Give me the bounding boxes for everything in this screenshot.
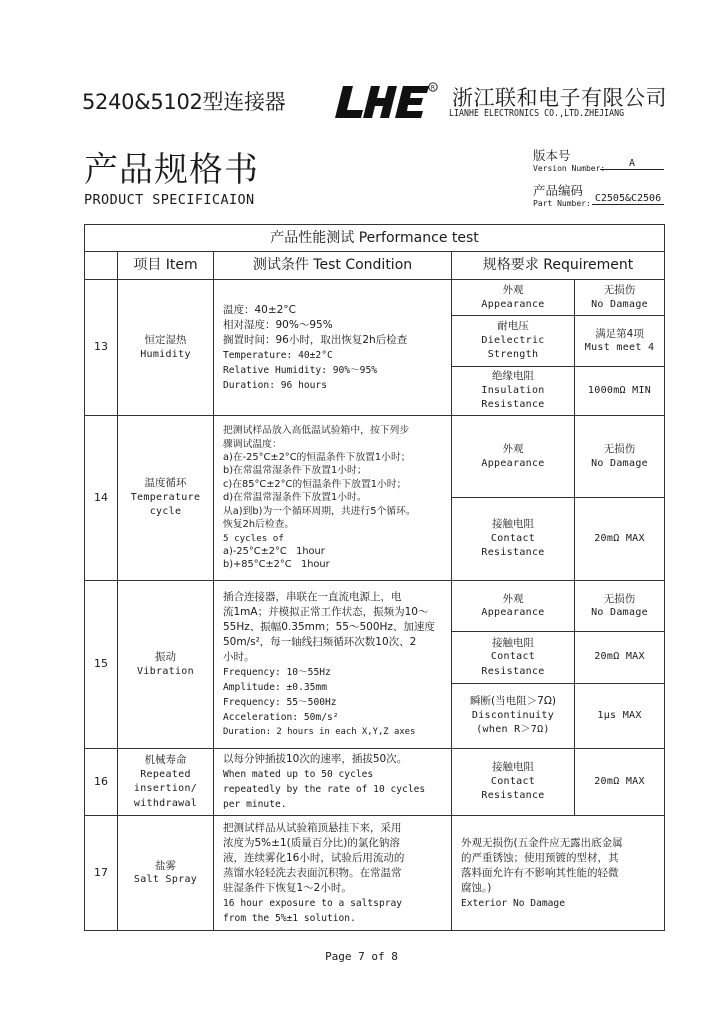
condition-line: Frequency: 10～55Hz [223, 666, 331, 678]
item-name-en: Repeated [140, 768, 191, 780]
page-number: Page 7 of 8 [325, 950, 398, 963]
condition-line: 55Hz、振幅0.35mm；55～500Hz、加速度 [223, 620, 435, 633]
column-header-item: 项目 Item [118, 252, 214, 280]
condition-line: 把测试样品从试验箱顶悬挂下来，采用 [223, 821, 402, 834]
requirement-name-en: (when R＞7Ω) [476, 724, 550, 736]
item-name-en: Humidity [140, 348, 191, 360]
condition-line: Duration: 96 hours [223, 379, 327, 391]
item-name-cn: 机械寿命 [144, 754, 187, 766]
requirement-name-en: Contact [490, 651, 536, 663]
condition-line: 5 cycles of [223, 532, 284, 544]
condition-cell [214, 749, 452, 816]
condition-line: Duration: 2 hours in each X,Y,Z axes [223, 726, 416, 737]
requirement-line: Exterior No Damage [461, 897, 565, 909]
condition-cell [214, 416, 452, 581]
requirement-value [575, 632, 665, 684]
requirement-name [452, 280, 575, 316]
requirement-name-cn: 接触电阻 [492, 518, 534, 531]
requirement-name-cn: 外观 [502, 443, 524, 455]
row-number: 15 [85, 581, 118, 749]
column-header-condition: 测试条件 Test Condition [214, 252, 452, 280]
condition-line: Acceleration: 50m/s² [223, 711, 339, 723]
requirement-name-en: Appearance [481, 457, 545, 469]
version-label-cn: 版本号 [533, 148, 571, 163]
requirement-name-en: Dielectric [481, 334, 545, 346]
condition-line: b)在常温常湿条件下放置1小时； [223, 465, 367, 477]
svg-text:R: R [430, 84, 436, 92]
requirement-name [452, 749, 575, 816]
requirement-text-cell [452, 816, 665, 931]
table-row [85, 749, 665, 816]
lhe-logo [333, 80, 439, 124]
item-name-en: Salt Spray [133, 874, 198, 885]
condition-line: b)+85°C±2°C 1hour [223, 559, 330, 571]
condition-line: 从a)到b)为一个循环周期，共进行5个循环。 [223, 505, 416, 517]
condition-line: Relative Humidity: 90%～95% [223, 364, 377, 376]
item-cell [118, 280, 214, 416]
condition-cell [214, 280, 452, 416]
requirement-name-en: Contact [490, 775, 536, 787]
requirement-name-en: Insulation [481, 384, 545, 396]
requirement-line: 外观无损伤(五金件应无露出底金属 [461, 836, 623, 849]
condition-line: 恢复2h后检查。 [223, 519, 295, 531]
row-number: 13 [85, 280, 118, 416]
requirement-name [452, 316, 575, 367]
version-label-en: Version Number: [533, 164, 606, 173]
table-title: 产品性能测试 Performance test [85, 225, 665, 252]
spec-title-cn: 产品规格书 [84, 150, 259, 190]
requirement-line: 落料面允许有不影响其性能的轻微 [461, 866, 619, 879]
condition-line: 蒸馏水轻轻洗去表面沉积物。在常温常 [223, 866, 402, 879]
condition-line: a)-25°C±2°C 1hour [223, 545, 325, 557]
item-cell [118, 816, 214, 931]
column-header-no [85, 252, 118, 280]
requirement-name-cn: 耐电压 [497, 320, 529, 333]
requirement-name-en: Appearance [481, 298, 545, 310]
row-number: 16 [85, 749, 118, 816]
requirement-value-en: No Damage [591, 298, 648, 310]
requirement-name-en: Contact [490, 532, 536, 544]
requirement-value [575, 280, 665, 316]
condition-line: 驻湿条件下恢复1～2小时。 [223, 881, 352, 894]
table-row [85, 280, 665, 316]
item-cell [118, 581, 214, 749]
requirement-name [452, 416, 575, 498]
condition-line: Frequency: 55～500Hz [223, 696, 337, 708]
requirement-name [452, 367, 575, 416]
requirement-name-en: Resistance [481, 399, 545, 411]
requirement-value [575, 498, 665, 581]
condition-line: 16 hour exposure to a saltspray [223, 897, 403, 909]
part-number-value: C2505&C2506 [592, 193, 664, 205]
requirement-value-en: No Damage [591, 607, 648, 618]
requirement-value-en: 1000mΩ MIN [587, 384, 652, 396]
condition-line: 液，连续雾化16小时，试验后用流动的 [223, 851, 405, 864]
condition-line: per minute. [223, 799, 287, 810]
requirement-value-cn: 无损伤 [603, 443, 636, 455]
condition-line: 骤调试温度： [223, 438, 282, 450]
spec-title-en: PRODUCT SPECIFICAION [84, 192, 255, 208]
requirement-value-cn: 满足第4项 [595, 327, 644, 340]
condition-line: c)在85°C±2°C的恒温条件下放置1小时； [223, 478, 407, 490]
condition-line: Temperature: 40±2°C [223, 349, 333, 361]
version-value: A [600, 158, 664, 170]
requirement-value [575, 316, 665, 367]
condition-line: 浓度为5%±1(质量百分比)的氯化钠溶 [223, 836, 400, 849]
company-name-en: LIANHE ELECTRONICS CO.,LTD.ZHEJIANG [449, 108, 625, 119]
condition-line: 小时。 [223, 650, 255, 663]
requirement-line: 腐蚀。) [461, 881, 492, 894]
requirement-name-en: Resistance [481, 547, 545, 559]
condition-line: 流1mA；并模拟正常工作状态，振频为10～ [223, 605, 429, 618]
condition-cell [214, 816, 452, 931]
requirement-value-cn: 无损伤 [603, 284, 636, 296]
condition-line: Amplitude: ±0.35mm [223, 681, 327, 693]
requirement-value-en: 20mΩ MAX [594, 651, 645, 663]
requirement-name [452, 684, 575, 749]
condition-line: 温度：40±2°C [223, 303, 296, 316]
requirement-name-en: Appearance [481, 607, 545, 618]
requirement-name-cn: 接触电阻 [492, 636, 534, 649]
part-label-cn: 产品编码 [533, 183, 584, 198]
requirement-value-en: 20mΩ MAX [594, 532, 645, 544]
requirement-name-en: Discontinuity [471, 709, 555, 721]
condition-line: from the 5%±1 solution. [223, 912, 356, 924]
condition-line: d)在常温常湿条件下放置1小时。 [223, 492, 367, 504]
requirement-name [452, 632, 575, 684]
column-header-requirement: 规格要求 Requirement [452, 252, 665, 280]
condition-line: repeatedly by the rate of 10 cycles [223, 784, 426, 795]
item-name-en: Temperature [130, 491, 201, 503]
item-name-en: insertion/ [133, 783, 198, 794]
row-number: 14 [85, 416, 118, 581]
requirement-name-en: Resistance [481, 665, 545, 677]
requirement-value-en: 20mΩ MAX [594, 775, 645, 787]
condition-line: 以每分钟插拔10次的速率，插拔50次。 [223, 753, 408, 765]
requirement-name-cn: 外观 [502, 284, 524, 296]
table-row [85, 581, 665, 632]
condition-line: 插合连接器，串联在一直流电源上，电 [223, 590, 402, 603]
item-cell [118, 416, 214, 581]
requirement-name-en: Strength [487, 349, 539, 361]
requirement-value [575, 684, 665, 749]
requirement-value [575, 367, 665, 416]
company-name-cn: 浙江联和电子有限公司 [452, 86, 667, 110]
condition-line: When mated up to 50 cycles [223, 769, 374, 780]
item-cell [118, 749, 214, 816]
requirement-name-cn: 外观 [502, 592, 524, 605]
condition-cell [214, 581, 452, 749]
requirement-name-en: Resistance [481, 790, 545, 802]
item-name-cn: 盐雾 [155, 859, 176, 872]
requirement-name [452, 498, 575, 581]
condition-line: a)在-25°C±2°C的恒温条件下放置1小时； [223, 452, 411, 464]
condition-line: 50m/s²，每一轴线扫频循环次数10次、2 [223, 635, 417, 648]
requirement-value [575, 749, 665, 816]
requirement-value [575, 416, 665, 498]
item-name-cn: 温度循环 [144, 477, 187, 490]
condition-line: 相对湿度：90%～95% [223, 318, 333, 331]
document-model-title: 5240&5102型连接器 [82, 90, 286, 114]
item-name-en: withdrawal [133, 797, 198, 809]
requirement-name-cn: 瞬断(当电阻＞7Ω) [470, 695, 556, 708]
requirement-value-en: No Damage [591, 457, 648, 469]
table-row [85, 816, 665, 931]
item-name-cn: 恒定湿热 [144, 334, 187, 346]
requirement-value-en: 1μs MAX [597, 709, 642, 721]
performance-test-table [84, 224, 664, 931]
item-name-en: Vibration [137, 665, 194, 677]
requirement-value-en: Must meet 4 [584, 342, 655, 353]
item-name-en: cycle [149, 506, 182, 518]
requirement-value [575, 581, 665, 632]
condition-line: 搁置时间：96小时，取出恢复2h后检查 [223, 333, 408, 346]
condition-line: 把测试样品放入高低温试验箱中，按下列步 [223, 425, 410, 437]
requirement-line: 的严重锈蚀；使用预镀的型材，其 [461, 851, 619, 864]
requirement-name [452, 581, 575, 632]
requirement-value-cn: 无损伤 [603, 592, 636, 605]
requirement-name-cn: 绝缘电阻 [492, 370, 534, 383]
table-row [85, 416, 665, 498]
part-label-en: Part Number: [533, 199, 591, 208]
row-number: 17 [85, 816, 118, 931]
item-name-cn: 振动 [155, 651, 176, 663]
requirement-name-cn: 接触电阻 [492, 761, 534, 774]
